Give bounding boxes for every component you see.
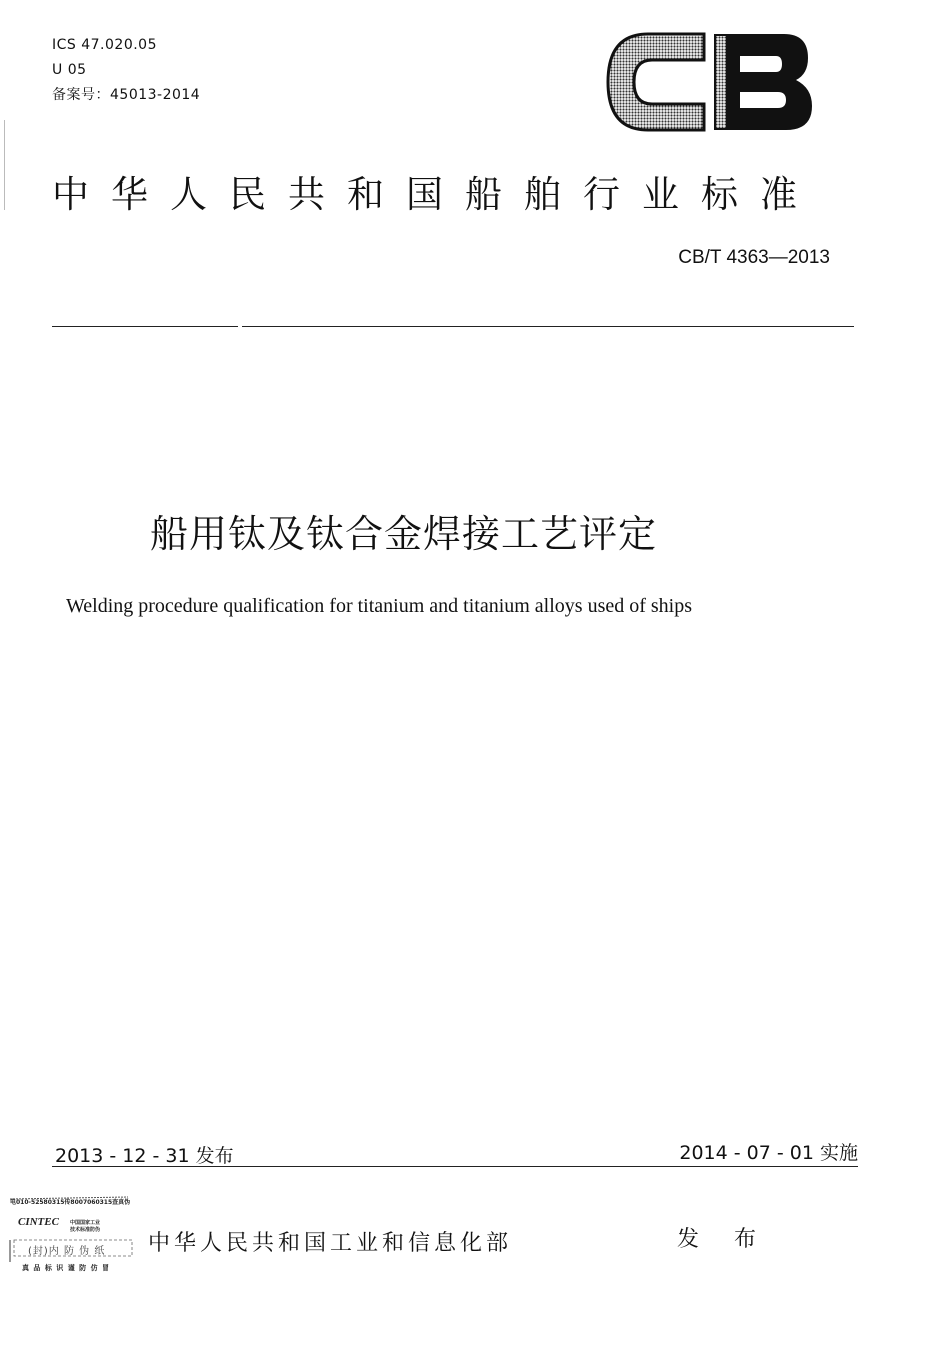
effective-date: 2014 - 07 - 01 实施 xyxy=(679,1142,858,1164)
publisher-name: 中华人民共和国工业和信息化部 xyxy=(148,1231,513,1256)
logo-letter-c-icon xyxy=(608,34,704,130)
stamp-label: 真 品 标 识 谨 防 仿 冒 xyxy=(22,1264,111,1272)
document-title-chinese: 船用钛及钛合金焊接工艺评定 xyxy=(150,512,658,556)
stamp-box-text: (封)内 防 伪 纸 xyxy=(28,1246,106,1257)
standard-number: CB/T 4363—2013 xyxy=(678,247,830,268)
stamp-org-line-2: 技术标准防伪 xyxy=(70,1227,101,1233)
logo-letter-b-icon xyxy=(714,34,812,130)
margin-scan-mark xyxy=(4,120,5,210)
stamp-org-line-1: 中国国家工业 xyxy=(70,1220,101,1226)
issue-date: 2013 - 12 - 31 发布 xyxy=(55,1145,234,1167)
cb-logo-icon xyxy=(604,30,816,134)
stamp-phone: 电010-52580315传8007060315查真伪 xyxy=(10,1199,131,1206)
publish-label: 发 布 xyxy=(677,1227,770,1252)
filing-number: 备案号：45013-2014 xyxy=(52,87,201,103)
top-divider xyxy=(52,326,854,327)
document-title-english: Welding procedure qualification for titanium and titanium alloys used of ships xyxy=(66,595,693,617)
divider-gap xyxy=(238,324,242,329)
standard-category-title: 中华人民共和国船舶行业标准 xyxy=(52,173,819,216)
ccs-code: U 05 xyxy=(52,62,87,78)
stamp-brand: CINTEC xyxy=(18,1216,59,1228)
bottom-divider xyxy=(52,1166,858,1167)
ics-code: ICS 47.020.05 xyxy=(52,37,157,53)
